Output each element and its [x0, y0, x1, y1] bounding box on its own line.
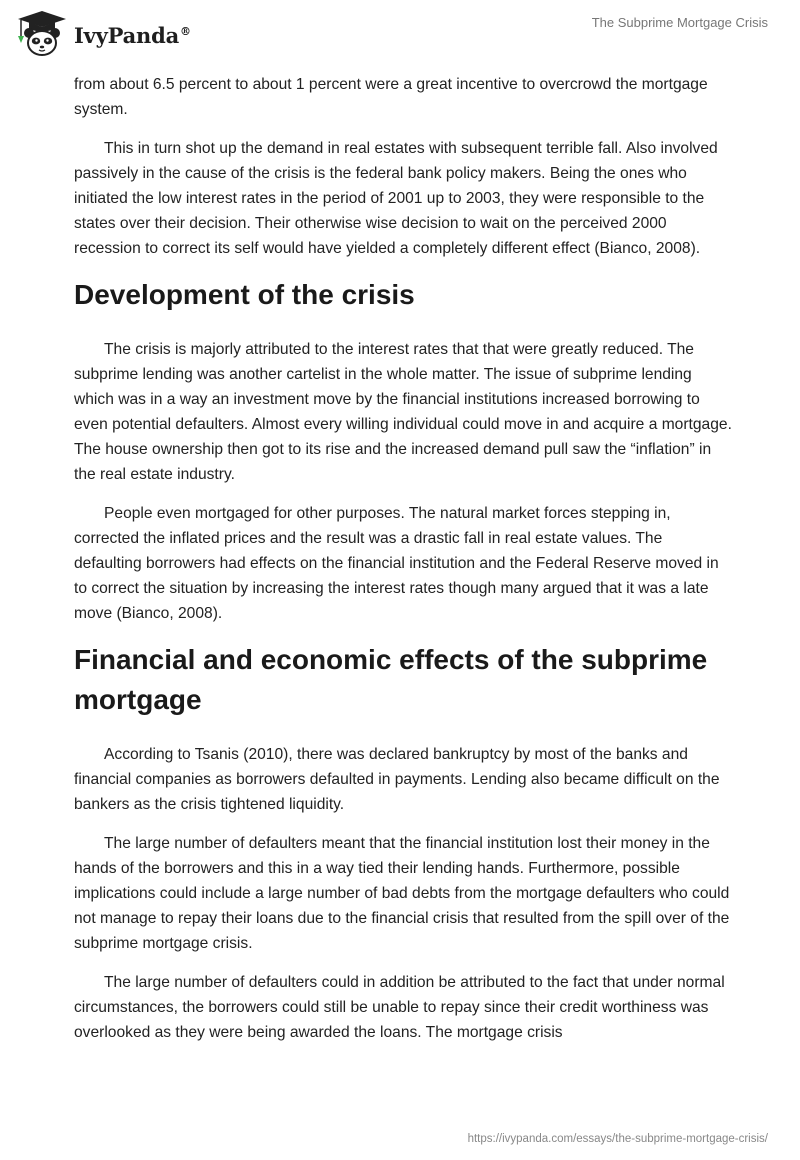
section-heading-effects: Financial and economic effects of the subprime mortgage	[74, 644, 708, 715]
paragraph: This in turn shot up the demand in real estates with subsequent terrible fall. Also involved passively in the cause of the crisis is the federal bank policy makers. Being the ones who initiated the low interest rates in the period of 2001 up to 2003, they were responsible to the states over their decision. Their otherwise wise decision to wait on the perceived 2000 recession to correct its self would have yielded a completely different effect (Bianco, 2008).	[74, 140, 718, 257]
paragraph: The large number of defaulters meant that the financial institution lost their money in the hands of the borrowers and this in a way tied their lending hands. Furthermore, possible implications could include a large number of bad debts from the mortgage defaulters who could not manage to repay their loans due to the financial crisis that resulted from the spill over of the subprime mortgage crisis.	[74, 835, 730, 952]
logo[interactable]	[14, 9, 191, 59]
paragraph: The crisis is majorly attributed to the interest rates that that were greatly reduced. The subprime lending was another cartelist in the whole matter. The issue of subprime lending which was in a way an investment move by the financial institutions increased borrowing to even potential defaulters. Almost every willing individual could move in and acquire a mortgage. The house ownership then got to its rise and the increased demand pull saw the “inflation” in the real estate industry.	[74, 341, 732, 483]
paragraph: According to Tsanis (2010), there was declared bankruptcy by most of the banks and financial companies as borrowers defaulted in payments. Lending also became difficult on the bankers as the crisis tightened liquidity.	[74, 746, 720, 813]
paragraph: The large number of defaulters could in addition be attributed to the fact that under normal circumstances, the borrowers could still be unable to repay since their credit worthiness was overlooked as they were being awarded the loans. The mortgage crisis	[74, 974, 725, 1041]
paragraph-continued: from about 6.5 percent to about 1 percent were a great incentive to overcrowd the mortgage system.	[74, 76, 708, 118]
paragraph: People even mortgaged for other purposes. The natural market forces stepping in, corrected the inflated prices and the result was a drastic fall in real estate values. The defaulting borrowers had effects on the financial institution and the Federal Reserve moved in to correct the situation by increasing the interest rates though many argued that it was a late move (Bianco, 2008).	[74, 505, 719, 622]
panda-graduate-icon	[14, 9, 70, 59]
registered-mark: ®	[180, 24, 191, 38]
essay-content	[74, 72, 734, 1059]
document-title: The Subprime Mortgage Crisis	[591, 15, 768, 30]
logo-text: IvyPanda®	[74, 22, 191, 48]
source-url-link[interactable]: https://ivypanda.com/essays/the-subprime-mortgage-crisis/	[467, 1133, 768, 1145]
page-header	[0, 0, 800, 66]
section-heading-development: Development of the crisis	[74, 279, 415, 310]
